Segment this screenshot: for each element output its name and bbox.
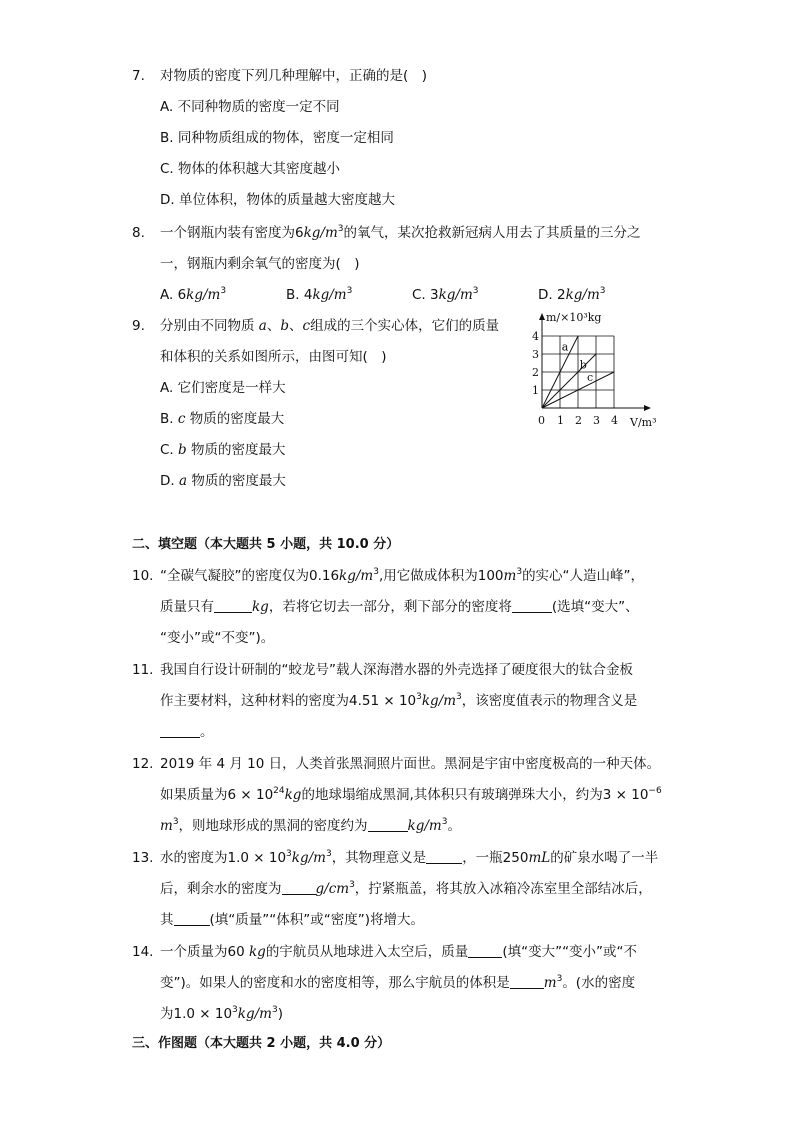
answer-blank[interactable]	[468, 943, 502, 958]
y-axis-arrow	[539, 313, 545, 320]
question-number: 13.	[132, 850, 154, 866]
question-stem: 对物质的密度下列几种理解中，正确的是( )	[160, 68, 428, 84]
question-line-2: 后，剩余水的密度为 $g/cm^3$，拧紧瓶盖，将其放入冰箱冷冻室里全部结冰后，	[160, 879, 652, 897]
question-line-2: 变”)。如果人的密度和水的密度相等，那么宇航员的体积是 $m^3$。(水的密度	[160, 973, 636, 991]
question-stem-line-2: 一，钢瓶内剩余氧气的密度为( )	[160, 256, 360, 272]
option-b: B. 同种物质组成的物体，密度一定相同	[160, 130, 394, 146]
option-a: A. 它们密度是一样大	[160, 380, 286, 396]
x-tick-label: 2	[575, 414, 582, 427]
section-3-heading: 三、作图题（本大题共 2 小题，共 4.0 分）	[132, 1036, 391, 1051]
x-axis-label: V/m³	[630, 416, 657, 429]
option-c: C. 物体的体积越大其密度越小	[160, 161, 341, 177]
question-line-1: 2019 年 4 月 10 日，人类首张黑洞照片面世。黑洞是宇宙中密度极高的一种天体。	[160, 756, 661, 772]
question-line-3: 其 (填“质量”“体积”或“密度”)将增大。	[160, 912, 424, 928]
question-line-3: 。	[160, 722, 214, 742]
answer-blank[interactable]	[160, 723, 200, 738]
answer-blank[interactable]	[174, 911, 210, 926]
question-line-1: 水的密度为$1.0 \times 10^3kg/m^3$，其物理意义是 ，一瓶250mL的矿泉水喝了一半	[160, 848, 659, 866]
question-line-3: “变小”或“不变”)。	[160, 630, 275, 646]
question-line-3: $m^3$，则地球形成的黑洞的密度约为 $kg/m^3$。	[160, 816, 461, 834]
option-c: C. b 物质的密度最大	[160, 442, 286, 458]
question-line-2: 如果质量为$6 \times 10^{24}kg$的地球塌缩成黑洞,其体积只有玻璃弹珠大小，约为$3 \times 10^{-6}$	[160, 785, 662, 803]
x-tick-label: 3	[593, 414, 600, 427]
section-2-heading: 二、填空题（本大题共 5 小题，共 10.0 分）	[132, 537, 400, 552]
question-number: 10.	[132, 568, 154, 584]
graph-labels	[532, 311, 657, 429]
y-tick-label: 2	[532, 366, 539, 379]
answer-blank[interactable]	[282, 880, 316, 895]
answer-blank[interactable]	[426, 849, 462, 864]
option-d: D. 单位体积，物体的质量越大密度越大	[160, 192, 395, 208]
y-tick-label: 1	[532, 384, 539, 397]
question-number: 11.	[132, 662, 154, 678]
option-a: A. $6kg/m^3$	[160, 285, 227, 303]
question-stem-line-1: 一个钢瓶内装有密度为$6kg/m^3$的氧气，某次抢救新冠病人用去了其质量的三分之	[160, 223, 641, 241]
y-tick-label: 4	[532, 330, 539, 343]
question-number: 12.	[132, 756, 154, 772]
question-number: 9.	[132, 318, 145, 334]
x-axis-arrow	[644, 405, 651, 411]
answer-blank[interactable]	[512, 598, 552, 613]
question-line-3: 为$1.0 \times 10^3kg/m^3$)	[160, 1004, 283, 1022]
option-b: B. c 物质的密度最大	[160, 411, 285, 427]
question-number: 14.	[132, 944, 154, 960]
option-d: D. $2kg/m^3$	[538, 285, 606, 303]
question-number: 7.	[132, 68, 145, 84]
question-line-2: 质量只有 kg，若将它切去一部分，剩下部分的密度将 (选填“变大”、	[160, 599, 639, 615]
origin-label: 0	[538, 414, 545, 427]
answer-blank[interactable]	[214, 598, 252, 613]
line-label-c: c	[587, 371, 594, 384]
question-line-2: 作主要材料，这种材料的密度为$4.51 \times 10^3kg/m^3$，该密度值表示的物理含义是	[160, 691, 638, 709]
option-c: C. $3kg/m^3$	[412, 285, 479, 303]
question-line-1: “全碳气凝胶”的密度仅为$0.16kg/m^3$,用它做成体积为$100m^3$的实心“人造山峰”，	[160, 566, 645, 584]
x-tick-label: 4	[611, 414, 618, 427]
mass-volume-graph	[530, 308, 670, 433]
question-stem-line-2: 和体积的关系如图所示，由图可知( )	[160, 349, 387, 365]
option-a: A. 不同种物质的密度一定不同	[160, 99, 340, 115]
line-label-b: b	[579, 358, 587, 372]
graph-axes	[539, 313, 651, 411]
x-tick-label: 1	[557, 414, 564, 427]
option-d: D. a 物质的密度最大	[160, 473, 286, 489]
question-line-1: 我国自行设计研制的“蛟龙号”载人深海潜水器的外壳选择了硬度很大的钛合金板	[160, 662, 633, 678]
y-tick-label: 3	[532, 348, 539, 361]
question-stem-line-1: 分别由不同物质 a、b、c组成的三个实心体，它们的质量	[160, 318, 500, 334]
option-b: B. $4kg/m^3$	[286, 285, 353, 303]
line-label-a: a	[561, 340, 569, 354]
answer-blank[interactable]	[510, 974, 544, 989]
y-axis-label: m/×10³kg	[546, 311, 602, 324]
question-number: 8.	[132, 225, 145, 241]
question-line-1: 一个质量为60 kg的宇航员从地球进入太空后，质量 (填“变大”“变小”或“不	[160, 944, 638, 960]
answer-blank[interactable]	[368, 817, 408, 832]
